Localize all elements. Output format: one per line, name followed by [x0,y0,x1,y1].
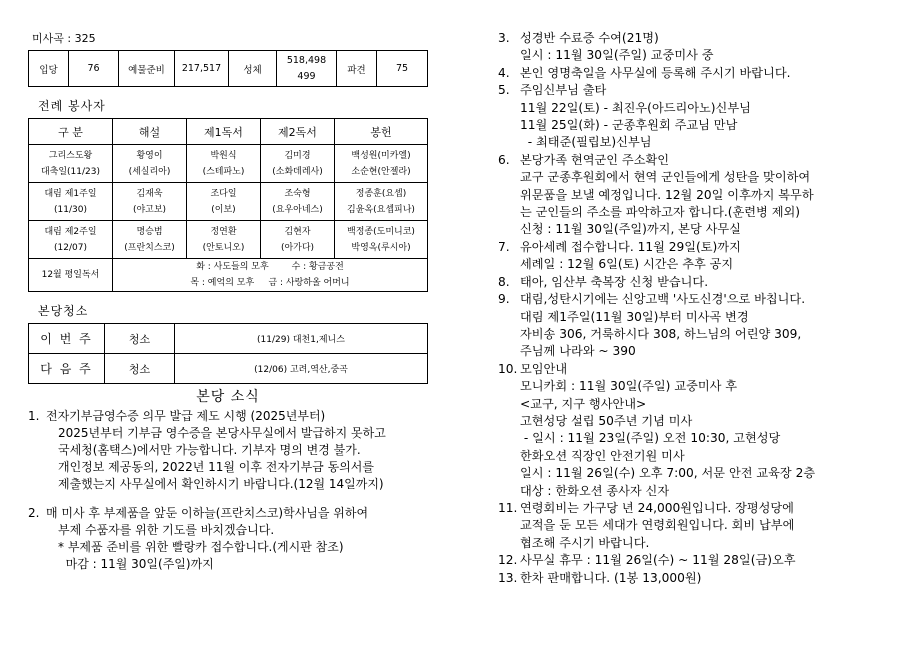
entry-value: 76 [69,51,119,87]
list-item: 3. 성경반 수료증 수여(21명) 일시 : 11월 30일(주일) 교중미사 중 [498,31,714,63]
commentator-cell: 황영이 (세실리아) [113,145,187,183]
row-label: 대림 제1주일 (11/30) [29,183,113,221]
list-item: 1. 전자기부금영수증 의무 발급 제도 시행 (2025년부터) 2025년부터 기부금 영수증을 본당사무실에서 발급하지 못하고 국세청(홈택스)에서만 가능합니다. 기부자 명의 변경 불가. 개인정보 제공동의, 2022년 11월 이후 전자기부금 동의서를 제출했는지 사무실에서 확인하시기 바랍니다.(12월 14일까지) [28,409,386,491]
left-column [28,30,448,573]
row-label: 그리스도왕 대축일(11/23) [29,145,113,183]
liturgy-header: 봉헌 [335,119,428,145]
list-item: 12. 사무실 휴무 : 11월 26일(수) ~ 11월 28일(금)오후 [498,553,796,568]
table-row [29,354,428,384]
list-item: 10. 모임안내 모니카회 : 11월 30일(주일) 교중미사 후 <교구, 지구 행사안내> 고현성당 설립 50주년 기념 미사 - 일시 : 11월 23일(주일) 오전 10:30, 고현성당 한화오션 직장인 안전기원 미사 일시 : 11월 26일(수) 오후 7:00, 서문 안전 교육장 2층 대상 : 한화오션 종사자 신자 [498,361,816,498]
liturgy-header: 해설 [113,119,187,145]
entry-label: 입당 [29,51,69,87]
exit-value: 75 [377,51,428,87]
list-item: 2. 매 미사 후 부제품을 앞둔 이하늘(프란치스코)학사님을 위하여 부제 수품자를 위한 기도를 바치겠습니다. * 부제품 준비를 위한 빨랑카 접수합니다.(게시판 참조) 마감 : 11월 30일(주일)까지 [28,506,369,571]
weekday-reading-cell: 화 : 사도들의 모후 수 : 황금공전 목 : 예억의 모후 금 : 사랑하올 어머니 [113,259,428,292]
missal-line: 미사곡 : 325 [32,32,96,45]
list-item: 9. 대림,성탄시기에는 신앙고백 '사도신경'으로 바칩니다. 대림 제1주일(11월 30일)부터 미사곡 변경 자비송 306, 거룩하시다 308, 하느님의 어린양 309, 주님께 나라와 ~ 390 [498,292,806,359]
exit-label: 파견 [337,51,377,87]
reading2-cell: 김미경 (소화데레사) [261,145,335,183]
prep-label: 예물준비 [119,51,175,87]
weekday-reading-label: 12월 평일독서 [29,259,113,292]
comm-value [277,51,337,87]
list-item: 5. 주임신부님 출타 11월 22일(토) - 최진우(아드리아노)신부님 11월 25일(화) - 군종후원회 주교님 만남 - 최태준(필립보)신부님 [498,83,751,150]
week-label: 이 번 주 [29,324,105,354]
reading1-cell: 정연환 (안토니오) [187,221,261,259]
list-item: 4. 본인 영명축일을 사무실에 등록해 주시기 바랍니다. [498,65,791,80]
cleaning-table [28,323,428,384]
task-detail: (12/06) 고려,역산,중곡 [175,354,428,384]
comm-value-2: 499 [297,70,316,82]
table-row [29,145,428,183]
table-row [29,183,428,221]
list-item: 6. 본당가족 현역군인 주소확인 교구 군종후원회에서 현역 군인들에게 성탄을 맞이하여 위문품을 보낼 예정입니다. 12월 20일 이후까지 복무하 는 군인들의 주소를 파악하고자 합니다.(훈련병 제외) 신청 : 11월 30일(주일)까지, 본당 사무실 [498,152,814,237]
liturgy-header: 제1독서 [187,119,261,145]
liturgy-table [28,118,428,292]
commentator-cell: 명승범 (프란치스코) [113,221,187,259]
liturgy-title: 전례 봉사자 [38,99,106,113]
task-detail: (11/29) 대천1,제니스 [175,324,428,354]
comm-label: 성체 [229,51,277,87]
offering-cell: 백성원(미카엘) 소순현(안젤라) [335,145,428,183]
table-row [29,259,428,292]
commentator-cell: 김재욱 (야고보) [113,183,187,221]
right-column [498,30,898,587]
list-item: 13. 한차 판매합니다. (1봉 13,000원) [498,570,702,585]
reading1-cell: 박원식 (스테파노) [187,145,261,183]
liturgy-header: 제2독서 [261,119,335,145]
reading2-cell: 김현자 (아가다) [261,221,335,259]
offering-stats-table [28,50,428,87]
cleaning-title: 본당청소 [38,304,89,318]
reading2-cell: 조숙형 (요우아네스) [261,183,335,221]
table-row [29,221,428,259]
table-row [29,324,428,354]
comm-value-1: 518,498 [286,54,327,66]
row-label: 대림 제2주일 (12/07) [29,221,113,259]
news-title: 본당 소식 [196,389,260,405]
week-label: 다 음 주 [29,354,105,384]
news-left [28,408,448,573]
prep-value: 217,517 [175,51,229,87]
offering-cell: 백정종(도미니코) 박영옥(루시아) [335,221,428,259]
list-item: 7. 유아세례 접수합니다. 11월 29일(토)까지 세례일 : 12월 6일(토) 시간은 추후 공지 [498,239,741,272]
list-item: 11. 연령회비는 가구당 년 24,000원입니다. 장평성당에 교적을 둔 모든 세대가 연령회원입니다. 회비 납부에 협조해 주시기 바랍니다. [498,500,795,550]
offering-cell: 정종훈(요셉) 김윤옥(요셉피나) [335,183,428,221]
reading1-cell: 조다일 (이보) [187,183,261,221]
task-label: 청소 [105,354,175,384]
list-item: 8. 태아, 임산부 축복장 신청 받습니다. [498,274,709,289]
liturgy-header: 구 분 [29,119,113,145]
task-label: 청소 [105,324,175,354]
